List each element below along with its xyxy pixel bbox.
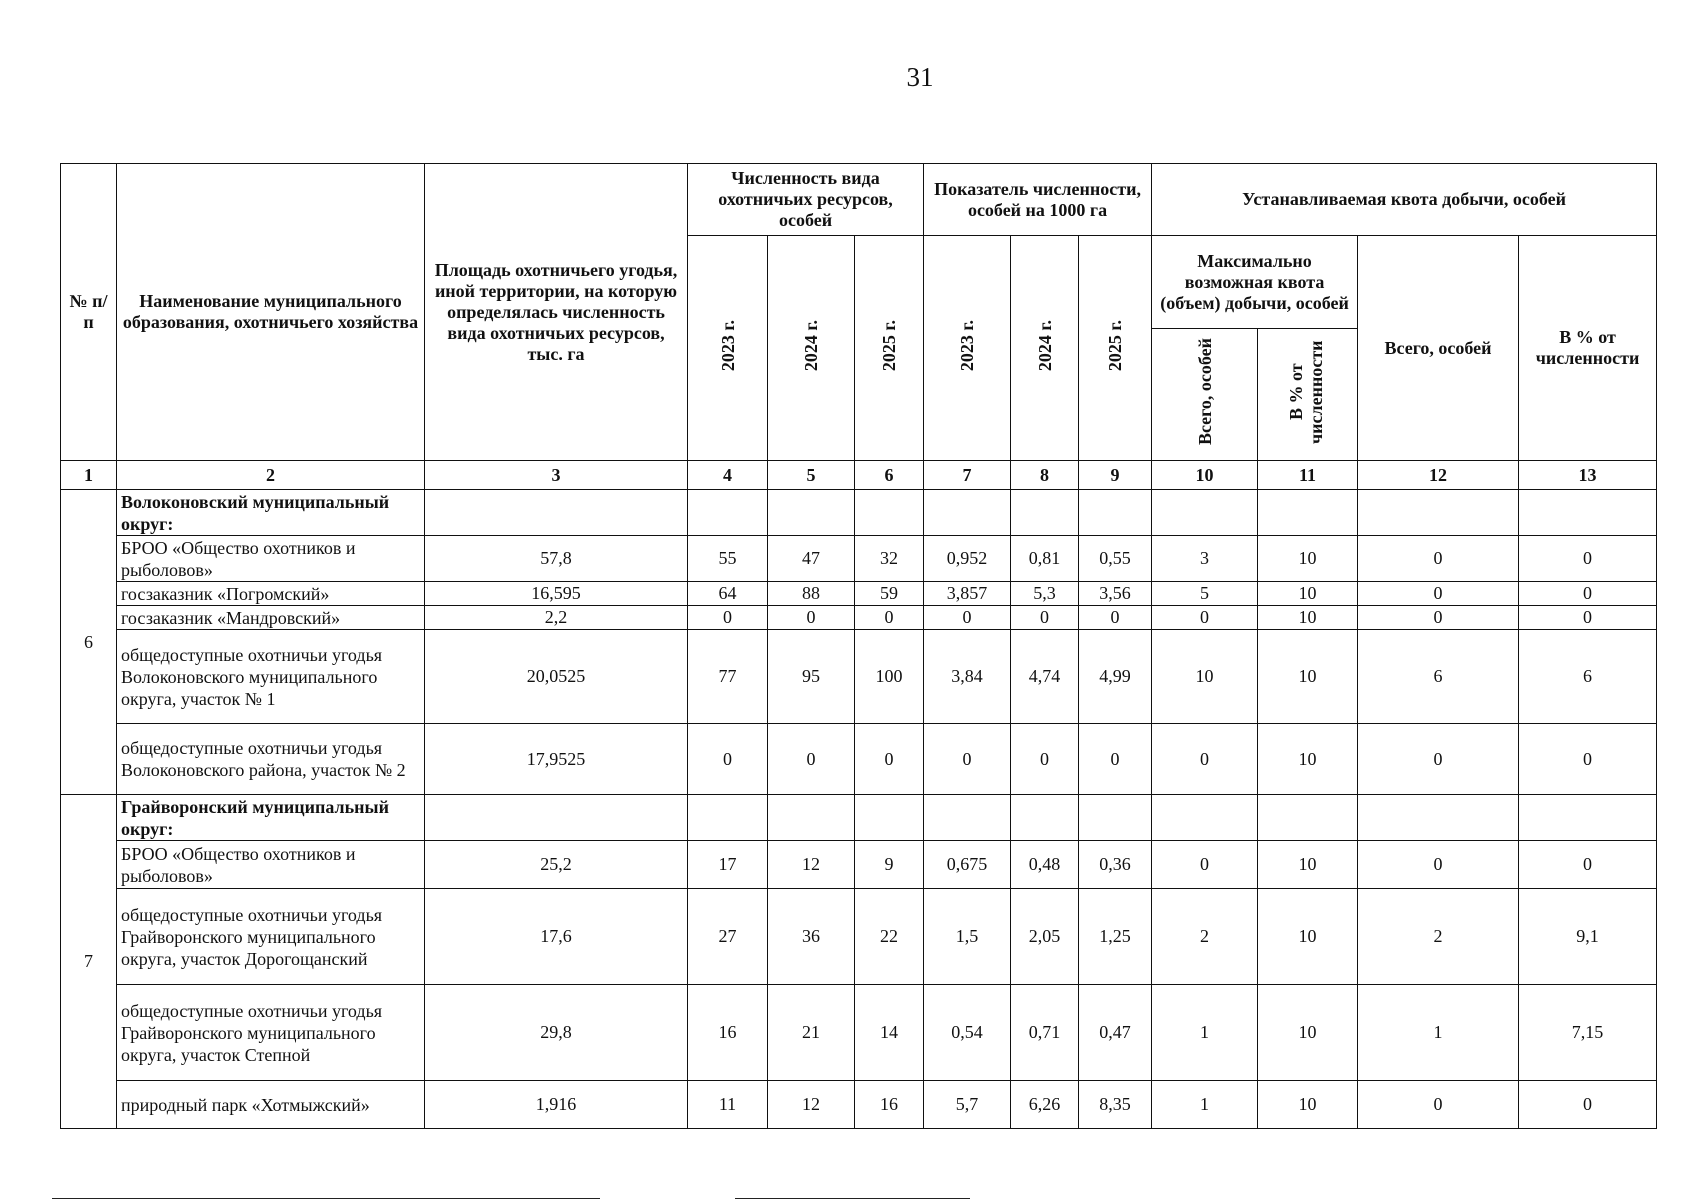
empty-cell [1152,490,1258,536]
table-row [61,606,1657,630]
column-number: 3 [425,461,688,490]
value-cell: 6 [1358,630,1519,724]
empty-cell [1011,795,1079,841]
value-cell: 1,916 [425,1081,688,1129]
empty-cell [768,490,855,536]
value-cell: 16 [688,985,768,1081]
value-cell: 1,25 [1079,889,1152,985]
header-quota-pct: В % от численности [1519,236,1657,461]
empty-cell [855,795,924,841]
header-abundance-2024: 2024 г. [801,319,821,372]
value-cell: 57,8 [425,536,688,582]
value-cell: 10 [1258,841,1358,889]
value-cell: 0 [924,606,1011,630]
hunting-area-name: БРОО «Общество охотников и рыболовов» [117,536,425,582]
value-cell: 0 [1152,606,1258,630]
empty-cell [688,490,768,536]
value-cell: 0 [1358,841,1519,889]
column-number: 7 [924,461,1011,490]
group-number: 6 [61,490,117,795]
value-cell: 3,56 [1079,582,1152,606]
quota-table [60,163,1657,1129]
value-cell: 0,675 [924,841,1011,889]
table-row [61,536,1657,582]
value-cell: 10 [1152,630,1258,724]
value-cell: 0 [1011,606,1079,630]
hunting-area-name: природный парк «Хотмыжский» [117,1081,425,1129]
value-cell: 10 [1258,985,1358,1081]
empty-cell [1258,795,1358,841]
empty-cell [1519,795,1657,841]
value-cell: 0 [1358,582,1519,606]
value-cell: 0 [1519,1081,1657,1129]
value-cell: 12 [768,1081,855,1129]
header-quota-total: Всего, особей [1358,236,1519,461]
footnote-divider-right [735,1198,970,1199]
table-row [61,630,1657,724]
hunting-area-name: общедоступные охотничьи угодья Волоконовского района, участок № 2 [117,724,425,795]
value-cell: 0 [688,724,768,795]
value-cell: 1 [1152,985,1258,1081]
column-number: 5 [768,461,855,490]
value-cell: 11 [688,1081,768,1129]
value-cell: 3,84 [924,630,1011,724]
value-cell: 59 [855,582,924,606]
value-cell: 0,81 [1011,536,1079,582]
value-cell: 0 [1152,841,1258,889]
empty-cell [768,795,855,841]
column-number: 10 [1152,461,1258,490]
value-cell: 10 [1258,889,1358,985]
value-cell: 0 [1079,606,1152,630]
value-cell: 5,3 [1011,582,1079,606]
column-number: 4 [688,461,768,490]
hunting-area-name: общедоступные охотничьи угодья Грайворонского муниципального округа, участок Дорогощанский [117,889,425,985]
empty-cell [425,490,688,536]
value-cell: 1 [1358,985,1519,1081]
value-cell: 0 [1079,724,1152,795]
empty-cell [1011,490,1079,536]
value-cell: 1 [1152,1081,1258,1129]
hunting-area-name: БРОО «Общество охотников и рыболовов» [117,841,425,889]
value-cell: 2,2 [425,606,688,630]
value-cell: 64 [688,582,768,606]
table-row [61,1081,1657,1129]
value-cell: 1,5 [924,889,1011,985]
value-cell: 77 [688,630,768,724]
value-cell: 2 [1152,889,1258,985]
value-cell: 10 [1258,582,1358,606]
hunting-area-name: общедоступные охотничьи угодья Грайворонского муниципального округа, участок Степной [117,985,425,1081]
column-number: 11 [1258,461,1358,490]
value-cell: 25,2 [425,841,688,889]
value-cell: 0 [688,606,768,630]
empty-cell [1358,795,1519,841]
value-cell: 22 [855,889,924,985]
header-num: № п/п [61,164,117,461]
value-cell: 0 [1358,1081,1519,1129]
value-cell: 17,6 [425,889,688,985]
column-number: 6 [855,461,924,490]
value-cell: 0 [1519,841,1657,889]
table-row [61,582,1657,606]
header-abundance-2023: 2023 г. [717,319,738,372]
value-cell: 12 [768,841,855,889]
value-cell: 20,0525 [425,630,688,724]
header-density: Показатель численности, особей на 1000 га [924,164,1152,236]
value-cell: 8,35 [1079,1081,1152,1129]
column-number: 9 [1079,461,1152,490]
value-cell: 0 [855,606,924,630]
value-cell: 5 [1152,582,1258,606]
value-cell: 0,55 [1079,536,1152,582]
value-cell: 0,36 [1079,841,1152,889]
empty-cell [924,795,1011,841]
value-cell: 0 [1152,724,1258,795]
value-cell: 55 [688,536,768,582]
value-cell: 17,9525 [425,724,688,795]
empty-cell [1358,490,1519,536]
value-cell: 47 [768,536,855,582]
empty-cell [425,795,688,841]
value-cell: 36 [768,889,855,985]
column-number: 2 [117,461,425,490]
value-cell: 10 [1258,724,1358,795]
empty-cell [1519,490,1657,536]
value-cell: 7,15 [1519,985,1657,1081]
value-cell: 16 [855,1081,924,1129]
value-cell: 6,26 [1011,1081,1079,1129]
table-body [61,461,1657,1129]
header-max-quota: Максимально возможная квота (объем) добычи, особей [1152,236,1358,329]
header-abundance: Численность вида охотничьих ресурсов, особей [688,164,924,236]
value-cell: 5,7 [924,1081,1011,1129]
table-row [61,841,1657,889]
header-max-pct: В % от численности [1285,340,1326,444]
value-cell: 14 [855,985,924,1081]
value-cell: 21 [768,985,855,1081]
column-number: 12 [1358,461,1519,490]
value-cell: 0 [1519,606,1657,630]
group-title-row [61,490,1657,536]
header-max-total: Всего, особей [1194,338,1215,446]
value-cell: 32 [855,536,924,582]
value-cell: 0 [924,724,1011,795]
value-cell: 10 [1258,606,1358,630]
page-number: 31 [906,62,934,92]
value-cell: 0 [1358,536,1519,582]
value-cell: 0 [768,724,855,795]
empty-cell [1079,490,1152,536]
value-cell: 10 [1258,1081,1358,1129]
empty-cell [1079,795,1152,841]
value-cell: 6 [1519,630,1657,724]
empty-cell [855,490,924,536]
column-number-row [61,461,1657,490]
value-cell: 10 [1258,630,1358,724]
hunting-area-name: госзаказник «Погромский» [117,582,425,606]
value-cell: 0 [1011,724,1079,795]
group-title-row [61,795,1657,841]
empty-cell [688,795,768,841]
footnote-divider [52,1198,600,1199]
hunting-area-name: общедоступные охотничьи угодья Волоконовского муниципального округа, участок № 1 [117,630,425,724]
value-cell: 0,48 [1011,841,1079,889]
value-cell: 0 [1358,606,1519,630]
value-cell: 4,99 [1079,630,1152,724]
group-number: 7 [61,795,117,1129]
value-cell: 88 [768,582,855,606]
column-number: 13 [1519,461,1657,490]
header-abundance-2025: 2025 г. [879,319,900,372]
value-cell: 2 [1358,889,1519,985]
table-row [61,724,1657,795]
empty-cell [924,490,1011,536]
table-row [61,889,1657,985]
group-title: Грайворонский муниципальный округ: [117,795,425,841]
value-cell: 0 [1358,724,1519,795]
header-area: Площадь охотничьего угодья, иной территории, на которую определялась численность вида охотничьих ресурсов, тыс. га [425,164,688,461]
value-cell: 29,8 [425,985,688,1081]
value-cell: 3,857 [924,582,1011,606]
value-cell: 16,595 [425,582,688,606]
value-cell: 0 [1519,536,1657,582]
value-cell: 0,47 [1079,985,1152,1081]
value-cell: 27 [688,889,768,985]
header-name: Наименование муниципального образования, охотничьего хозяйства [117,164,425,461]
value-cell: 3 [1152,536,1258,582]
value-cell: 0 [855,724,924,795]
value-cell: 0,952 [924,536,1011,582]
value-cell: 0 [768,606,855,630]
table-header [61,164,1657,461]
value-cell: 9,1 [1519,889,1657,985]
empty-cell [1152,795,1258,841]
value-cell: 0 [1519,582,1657,606]
header-density-2025: 2025 г. [1105,319,1126,372]
value-cell: 17 [688,841,768,889]
value-cell: 2,05 [1011,889,1079,985]
value-cell: 0,54 [924,985,1011,1081]
value-cell: 10 [1258,536,1358,582]
column-number: 8 [1011,461,1079,490]
header-density-2024: 2024 г. [1034,319,1055,372]
value-cell: 100 [855,630,924,724]
value-cell: 9 [855,841,924,889]
value-cell: 4,74 [1011,630,1079,724]
table-row [61,985,1657,1081]
header-quota: Устанавливаемая квота добычи, особей [1152,164,1657,236]
hunting-area-name: госзаказник «Мандровский» [117,606,425,630]
value-cell: 0,71 [1011,985,1079,1081]
header-density-2023: 2023 г. [957,319,978,372]
group-title: Волоконовский муниципальный округ: [117,490,425,536]
column-number: 1 [61,461,117,490]
value-cell: 0 [1519,724,1657,795]
value-cell: 95 [768,630,855,724]
empty-cell [1258,490,1358,536]
